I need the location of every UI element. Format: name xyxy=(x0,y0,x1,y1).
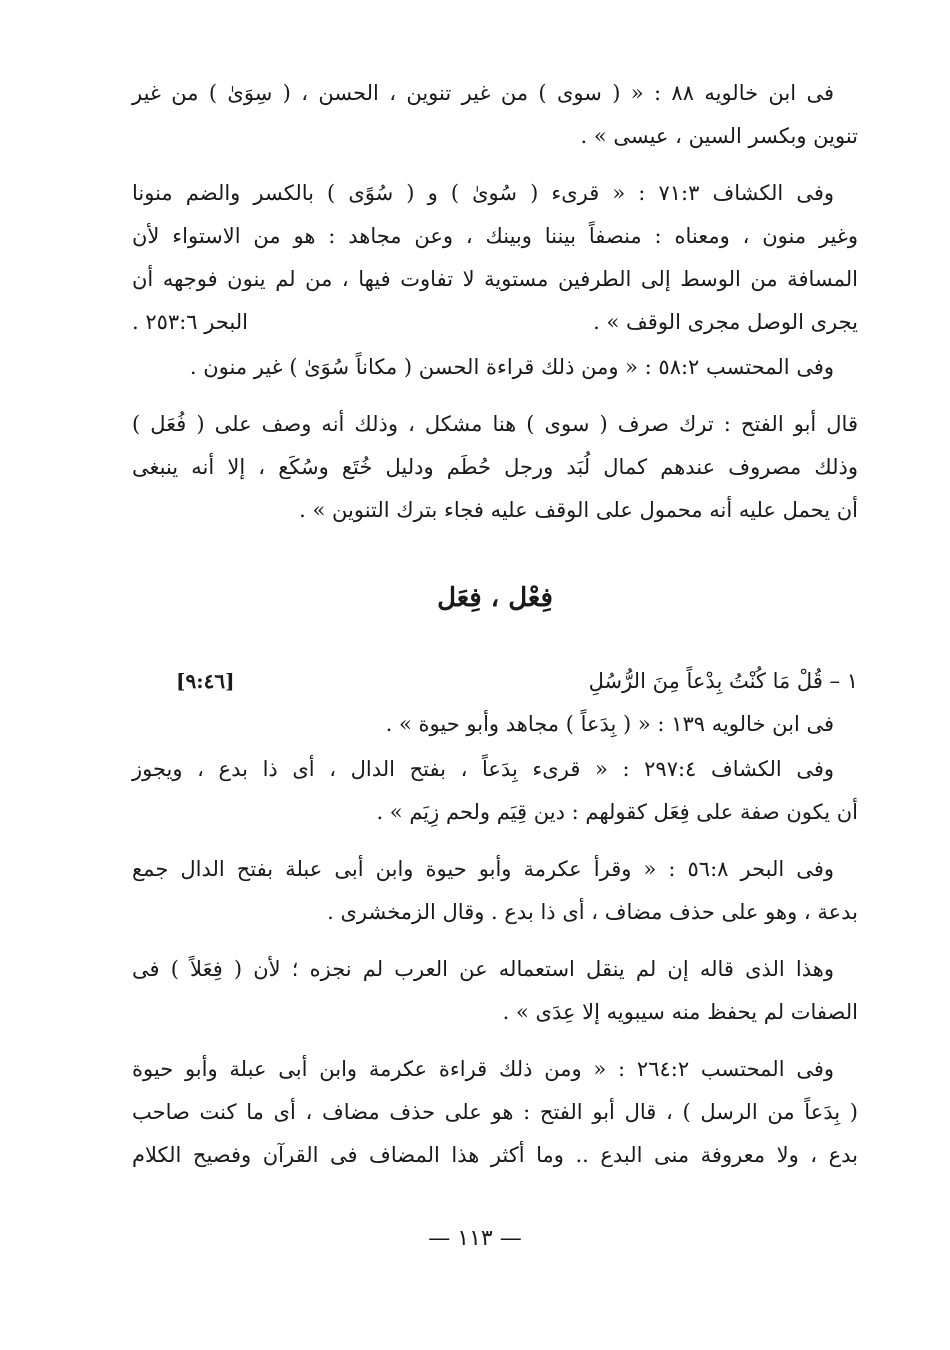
paragraph-2 xyxy=(132,172,858,344)
text-line: وفى الكشاف ٢٩٧:٤ : « قرىء بِدَعاً ، بفتح الدال ، أى ذا بدع ، ويجوز xyxy=(132,757,834,781)
text-line: وهذا الذى قاله إن لم ينقل استعماله عن العرب لم نجزه ؛ لأن ( فِعَلاً ) فى xyxy=(132,957,834,981)
text-line: فى ابن خالويه ٨٨ : « ( سوى ) من غير تنوين ، الحسن ، ( سِوَىٰ ) من غير xyxy=(132,81,835,105)
text-line: وفى المحتسب ٥٨:٢ : « ومن ذلك قراءة الحسن ( مكاناً سُوَىٰ ) غير منون . xyxy=(189,355,834,379)
paragraph-9 xyxy=(132,1048,858,1177)
text-line: أن يكون صفة على فِعَل كقولهم : دين قِيَم ولحم زِيَم » . xyxy=(376,800,858,824)
paragraph-6 xyxy=(132,748,858,834)
paragraph-3 xyxy=(132,346,858,389)
text-line: وغير منون ، ومعناه : منصفاً بيننا وبينك ، وعن مجاهد : هو من الاستواء لأن xyxy=(132,224,858,248)
verse-reference: [٩:٤٦] xyxy=(176,669,235,693)
text-line: المسافة من الوسط إلى الطرفين مستوية لا تفاوت فيها ، من لم ينون فوجهه أن xyxy=(132,267,858,291)
section-heading: فِعْل ، فِعَل xyxy=(437,583,553,613)
paragraph-5 xyxy=(132,703,858,746)
page-number: — ١١٣ — xyxy=(428,1226,522,1251)
paragraph-1 xyxy=(132,72,858,158)
text-line-with-reference xyxy=(132,301,858,344)
paragraph-8 xyxy=(132,948,858,1034)
paragraph-7 xyxy=(132,848,858,934)
text-line: وفى المحتسب ٢٦٤:٢ : « ومن ذلك قراءة عكرمة وابن أبى عبلة وأبو حيوة xyxy=(132,1057,835,1081)
text-line: أن يحمل عليه أنه محمول على الوقف عليه فجاء بترك التنوين » . xyxy=(299,498,858,522)
text-line: بدع ، ولا معروفة منى البدع .. وما أكثر هذا المضاف فى القرآن وفصيح الكلام xyxy=(132,1143,858,1167)
text-line: يجرى الوصل مجرى الوقف » . xyxy=(593,310,858,334)
text-line: وذلك مصروف عندهم كمال لُبَد ورجل حُطَم ودليل خُتَع وسُكَع ، إلا أنه ينبغى xyxy=(132,455,858,479)
text-line: وفى الكشاف ٧١:٣ : « قرىء ( سُوىٰ ) و ( سُوًى ) بالكسر والضم منونا xyxy=(132,181,834,205)
verse-text: ١ – قُلْ مَا كُنْتُ بِدْعاً مِنَ الرُّسُلِ xyxy=(588,669,858,693)
source-reference: البحر ٢٥٣:٦ . xyxy=(132,310,248,334)
verse-line xyxy=(132,660,858,703)
text-line: وفى البحر ٥٦:٨ : « وقرأ عكرمة وأبو حيوة وابن أبى عبلة بفتح الدال جمع xyxy=(132,857,834,881)
text-line: الصفات لم يحفظ منه سيبويه إلا عِدَى » . xyxy=(502,1000,858,1024)
text-line: بدعة ، وهو على حذف مضاف ، أى ذا بدع . وقال الزمخشرى . xyxy=(327,900,858,924)
text-line: قال أبو الفتح : ترك صرف ( سوى ) هنا مشكل ، وذلك أنه وصف على ( فُعَل ) xyxy=(132,412,858,436)
text-line: فى ابن خالويه ١٣٩ : « ( بِدَعاً ) مجاهد وأبو حيوة » . xyxy=(385,712,834,736)
text-line: تنوين وبكسر السين ، عيسى » . xyxy=(580,124,858,148)
paragraph-4 xyxy=(132,403,858,532)
text-line: ( بِدَعاً من الرسل ) ، قال أبو الفتح : هو على حذف مضاف ، أى ما كنت صاحب xyxy=(132,1100,858,1124)
